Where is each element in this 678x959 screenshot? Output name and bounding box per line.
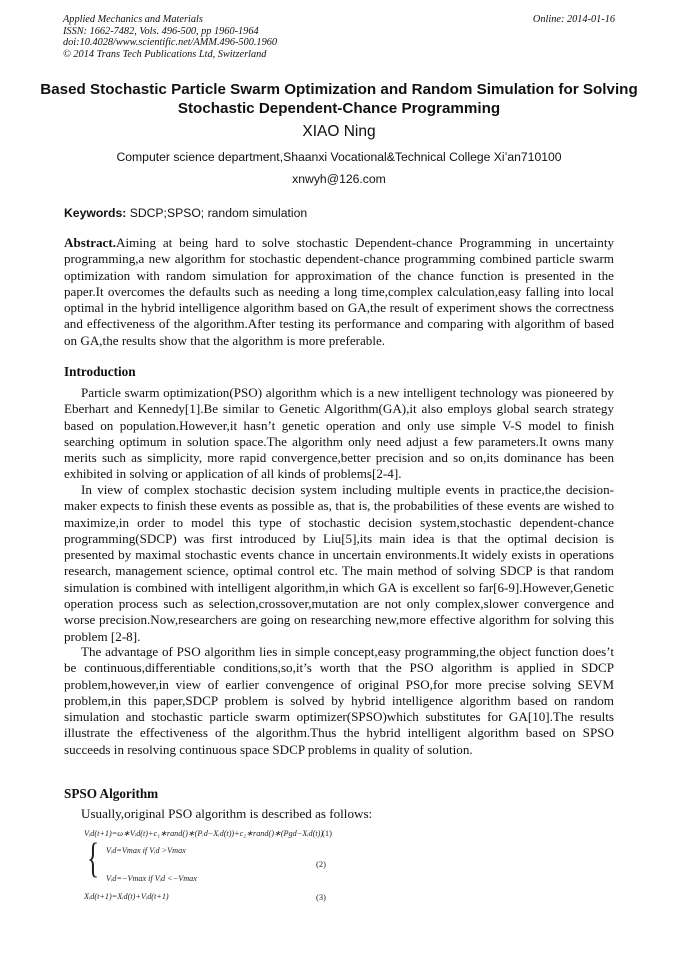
equation-3-number: (3) (316, 892, 326, 902)
doi-line: doi:10.4028/www.scientific.net/AMM.496-500.1960 (63, 37, 278, 48)
online-date: Online: 2014-01-16 (532, 14, 615, 25)
journal-meta (63, 14, 277, 60)
equation-2-line-2: Vᵢd=−Vmax if Vᵢd <−Vmax (106, 874, 197, 883)
equation-3: Xᵢd(t+1)=Xᵢd(t)+Vᵢd(t+1) (84, 892, 169, 901)
issn-line: ISSN: 1662-7482, Vols. 496-500, pp 1960-1964 (63, 25, 259, 37)
journal-name: Applied Mechanics and Materials (63, 14, 203, 25)
intro-paragraph-1: Particle swarm optimization(PSO) algorithm which is a new intelligent technology was pioneered by Eberhart and Kennedy[1].Be similar to Genetic Algorithm(GA),it also employs global search strategy based on population.However,it hasn’t genetic operation and only use simple V-S model to finish searching optimum in solution space.The algorithm only need adjust a few parameters.It owns many merits such as simplicity, more rapid convergence,better precision and so on,its dominance has been exhibited in solving or application of all kinds of problems[2-4]. (64, 385, 614, 482)
author-email: xnwyh@126.com (292, 172, 386, 186)
abstract (64, 235, 614, 349)
copyright-line: © 2014 Trans Tech Publications Ltd, Switzerland (63, 48, 267, 60)
equation-2-number: (2) (316, 859, 326, 869)
paper-title: Based Stochastic Particle Swarm Optimization and Random Simulation for Solving Stochastic Dependent-Chance Programming (40, 81, 638, 117)
author-affiliation: Computer science department,Shaanxi Vocational&Technical College Xi’an710100 (116, 150, 562, 164)
keywords-label: Keywords: (64, 206, 127, 220)
equation-1-number: (1) (322, 828, 332, 838)
spso-intro: Usually,original PSO algorithm is described as follows: (81, 806, 373, 821)
keywords (64, 206, 307, 220)
abstract-label: Abstract. (64, 235, 116, 250)
intro-paragraph-2: In view of complex stochastic decision system including multiple events in practice,the decision-maker expects to finish these events as possible as, that is, the probabilities of these events are wished to maximize,in order to model this type of stochastic decision system,stochastic dependent-chance programming(SDCP) was first introduced by Liu[5],its main idea is that the optimal decision is presented by maximal stochastic events chance in uncertain environments.It widely exists in operations research, management science, optimal control etc. The main method of solving SDCP is that random simulation is combined with intelligent algorithm,in which GA is excellent so far[6-9].However,Genetic operation process such as selection,crossover,mutation are not only complex,slower convergence and worse precision.Now,researchers are going on researching new,more effective algorithm for solving this problem [2-8]. (64, 482, 614, 644)
introduction-heading: Introduction (64, 364, 136, 379)
equation-1: Vᵢd(t+1)=ω∗Vᵢd(t)+c₁∗rand()∗(Pᵢd−Xᵢd(t))+c₂∗rand()∗(Pgd−Xᵢd(t)) (84, 829, 324, 838)
equation-2-line-1: Vᵢd=Vmax if Vᵢd >Vmax (106, 846, 186, 855)
intro-paragraph-3: The advantage of PSO algorithm lies in simple concept,easy programming,the object function does’t be continuous,differentiable conditions,so,it’s worth that the PSO algorithm is applied in SDCP problem,however,in view of earlier convengence of original PSO,for more precise solving SEVM problem,in this paper,SDCP problem is solved by hybrid intelligence algorithm based on random simulation and stochastic particle swarm optimizer(SPSO)which substitutes for GA[10].The results illustrate the effectiveness of the algorithm.Thus the hybrid intelligent algorithm based on SPSO succeeds in resolving continuous space SDCP problems in quality of solution. (64, 644, 614, 757)
equation-2-brace: { (87, 836, 100, 882)
abstract-text: Aiming at being hard to solve stochastic Dependent-chance Programming in uncertainty programming,a new algorithm for stochastic dependent-chance programming combined particle swarm optimization with random simulation for approximation of the chance function is presented in the paper.It overcomes the defaults such as needing a long time,complex calculation,easy falling into local optimal in the hybrid intelligence algorithm based on GA,the result of experiment shows the correctness and effectiveness of the algorithm.After testing its performance and comparing with algorithm of based on GA,the results show that the algorithm is more preferable. (64, 235, 614, 348)
spso-heading: SPSO Algorithm (64, 786, 159, 801)
author-name: XIAO Ning (302, 123, 376, 140)
keywords-text: SDCP;SPSO; random simulation (126, 206, 308, 220)
